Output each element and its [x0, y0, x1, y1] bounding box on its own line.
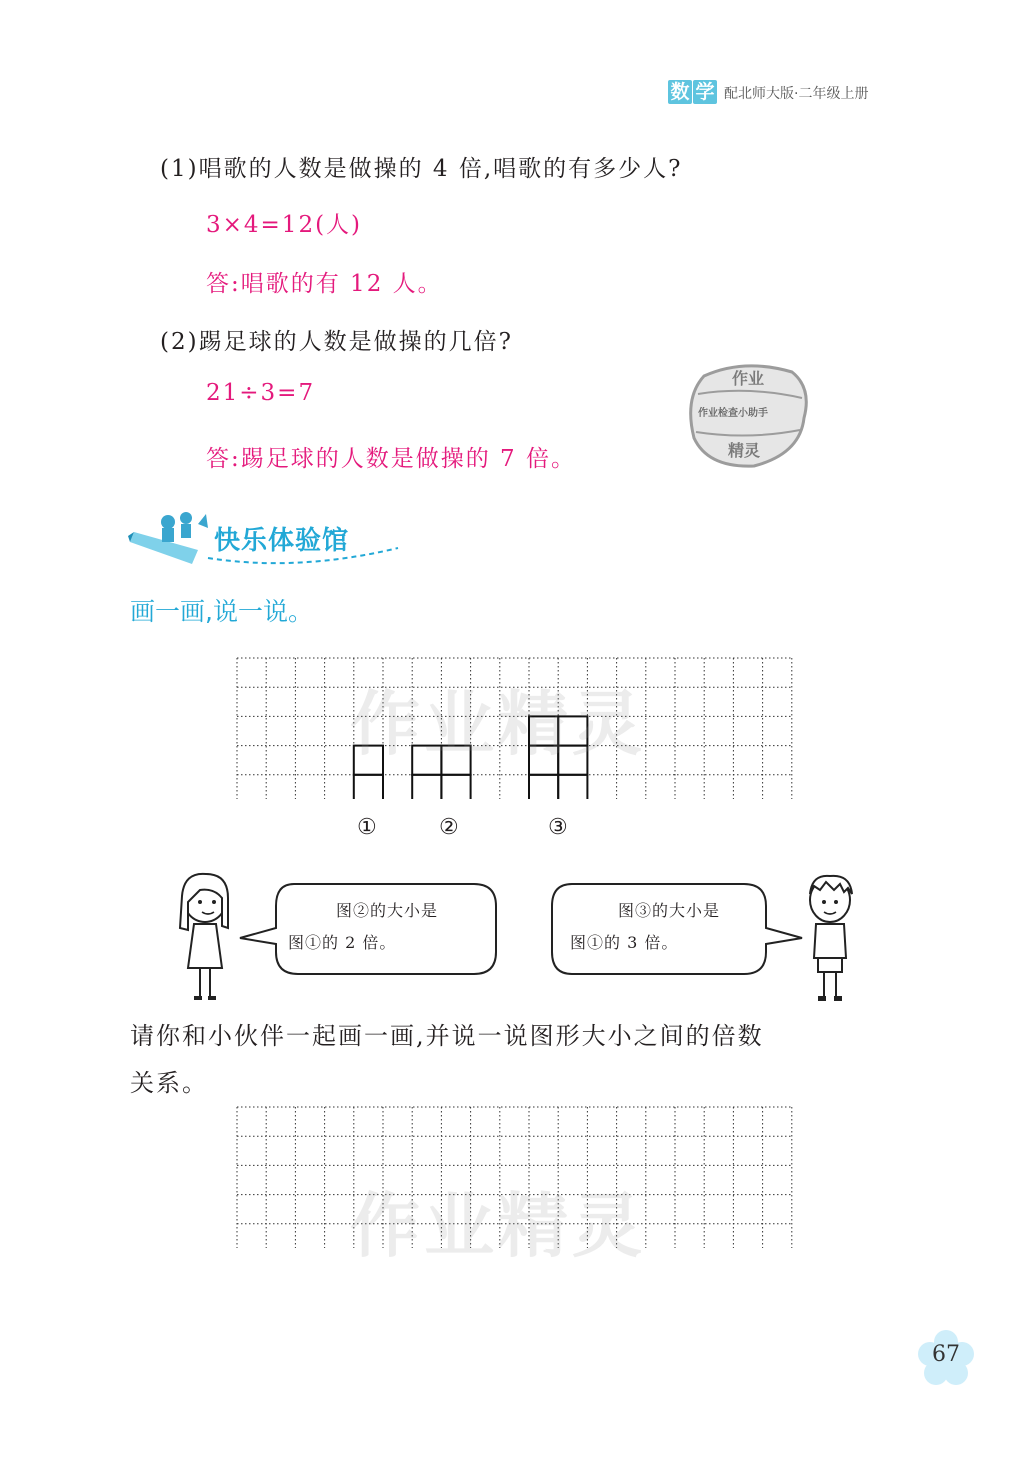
header-subject-char: 数: [668, 80, 692, 104]
girl-speech-line2: 图①的 2 倍。: [288, 933, 397, 952]
question-1-answer: 答:唱歌的有 12 人。: [206, 271, 443, 297]
stamp-middle-text: 作业检查小助手: [698, 408, 768, 419]
boy-speech-line1: 图③的大小是: [618, 901, 721, 920]
watermark-2: 作业精灵: [350, 1185, 646, 1267]
boy-illustration: [800, 868, 862, 1004]
boy-speech-line2: 图①的 3 倍。: [570, 933, 679, 952]
page-number: 67: [932, 1342, 960, 1367]
page-number-badge: [918, 1330, 974, 1386]
girl-speech-line1: 图②的大小是: [336, 901, 439, 920]
task2-instruction-line1: 请你和小伙伴一起画一画,并说一说图形大小之间的倍数: [130, 1022, 764, 1050]
figure-label-3: ③: [548, 815, 568, 840]
girl-illustration: [170, 868, 240, 1004]
section-banner: [128, 502, 418, 572]
question-2-answer: 答:踢足球的人数是做操的 7 倍。: [206, 446, 577, 472]
task1-instruction: 画一画,说一说。: [130, 597, 313, 626]
task2-instruction-line2: 关系。: [130, 1069, 208, 1097]
header-subject-char: 学: [693, 80, 717, 104]
stamp-top-text: 作业: [732, 369, 765, 388]
question-2-equation: 21÷3=7: [206, 380, 316, 406]
question-1-prompt: (1)唱歌的人数是做操的 4 倍,唱歌的有多少人?: [160, 156, 683, 182]
figure-label-2: ②: [439, 815, 459, 840]
question-2-prompt: (2)踢足球的人数是做操的几倍?: [160, 329, 513, 355]
watermark-1: 作业精灵: [350, 683, 646, 765]
section-title: 快乐体验馆: [214, 526, 350, 556]
page-header: [668, 80, 868, 104]
figure-label-1: ①: [357, 815, 377, 840]
stamp-bottom-text: 精灵: [728, 441, 761, 460]
header-edition: 配北师大版·二年级上册: [724, 86, 869, 102]
question-1-equation: 3×4=12(人): [206, 212, 363, 238]
homework-stamp: [684, 358, 812, 470]
